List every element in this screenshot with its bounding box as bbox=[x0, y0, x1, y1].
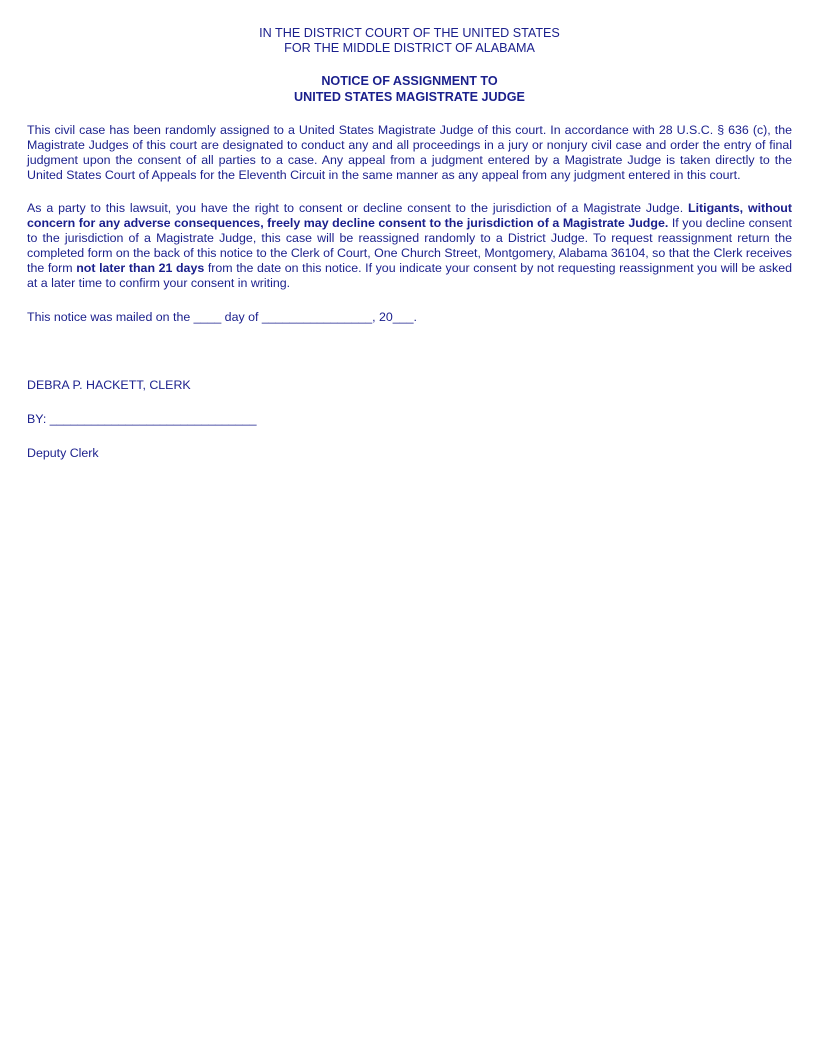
court-header-line-2: FOR THE MIDDLE DISTRICT OF ALABAMA bbox=[284, 41, 535, 55]
court-header bbox=[27, 26, 792, 56]
consent-text-2: If you decline consent to the jurisdiction of a Magistrate Judge, this case will be reassigned randomly to a District Judge. To request reassignment return the completed form on the back of this notice to the Clerk of Court, One Church Street, Montgomery, Alabama 36104, so that the Clerk receives the form bbox=[27, 216, 793, 275]
consent-text-1: As a party to this lawsuit, you have the right to consent or decline consent to the jurisdiction of a Magistrate Judge. bbox=[27, 201, 689, 215]
deadline-bold-text: not later than 21 days bbox=[76, 261, 205, 275]
notice-document bbox=[27, 26, 792, 461]
litigants-bold-text: Litigants, without concern for any adverse consequences, freely may decline consent to the jurisdiction of a Magistrate Judge. bbox=[27, 201, 792, 230]
clerk-name: DEBRA P. HACKETT, CLERK bbox=[27, 378, 191, 392]
assignment-paragraph: This civil case has been randomly assigned to a United States Magistrate Judge of this court. In accordance with 28 U.S.C. § 636 (c), the Magistrate Judges of this court are designated to conduct any and all proceedings in a jury or nonjury civil case and order the entry of final judgment upon the consent of all parties to a case. Any appeal from a judgment entered by a Magistrate Judge is taken directly to the United States Court of Appeals for the Eleventh Circuit in the same manner as any appeal from any judgment entered in this court. bbox=[27, 123, 792, 182]
signature-by-line: BY: ______________________________ bbox=[27, 412, 257, 426]
court-header-line-1: IN THE DISTRICT COURT OF THE UNITED STATES bbox=[259, 26, 560, 40]
notice-title-line-2: UNITED STATES MAGISTRATE JUDGE bbox=[294, 89, 525, 104]
notice-title-line-1: NOTICE OF ASSIGNMENT TO bbox=[321, 74, 498, 88]
consent-text-3: from the date on this notice. If you indicate your consent by not requesting reassignment you will be asked at a later time to confirm your consent in writing. bbox=[27, 261, 792, 290]
consent-paragraph bbox=[27, 201, 792, 291]
deputy-clerk-label: Deputy Clerk bbox=[27, 446, 99, 460]
notice-title bbox=[27, 74, 792, 105]
mailed-date-line: This notice was mailed on the ____ day of ________________, 20___. bbox=[27, 310, 417, 324]
